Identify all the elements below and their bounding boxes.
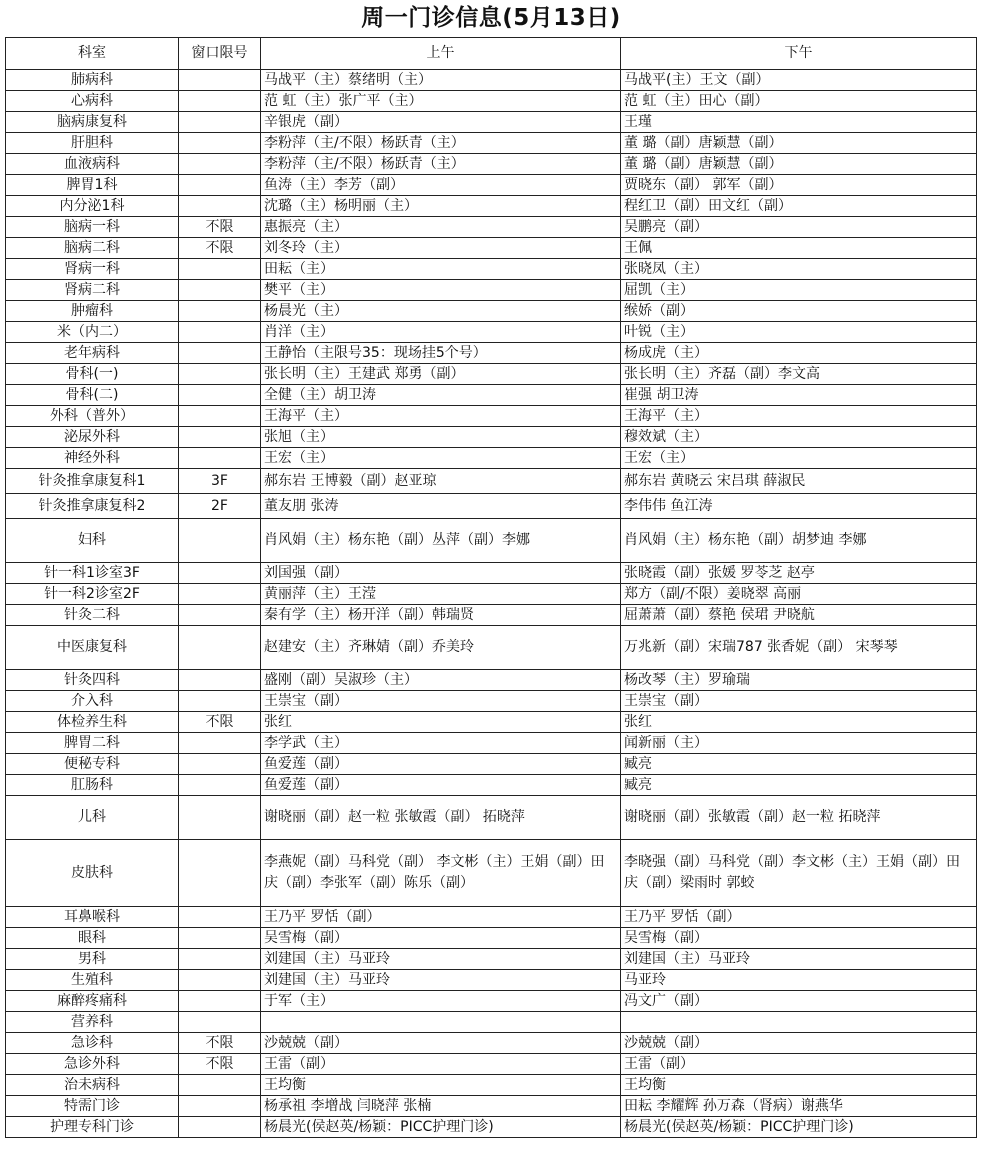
am-cell: 郝东岩 王博毅（副）赵亚琼 bbox=[261, 469, 621, 494]
am-cell: 吴雪梅（副） bbox=[261, 928, 621, 949]
limit-cell bbox=[179, 584, 261, 605]
am-cell: 肖风娟（主）杨东艳（副）丛萍（副）李娜 bbox=[261, 519, 621, 563]
header-row bbox=[6, 38, 977, 70]
pm-cell: 郝东岩 黄晓云 宋吕琪 薛淑民 bbox=[621, 469, 977, 494]
am-cell bbox=[261, 1012, 621, 1033]
pm-cell: 臧亮 bbox=[621, 754, 977, 775]
am-cell: 肖洋（主） bbox=[261, 322, 621, 343]
am-cell: 王静怡（主限号35：现场挂5个号） bbox=[261, 343, 621, 364]
dept-cell: 骨科(二) bbox=[6, 385, 179, 406]
pm-cell: 王雷（副） bbox=[621, 1054, 977, 1075]
limit-cell bbox=[179, 563, 261, 584]
am-cell: 王宏（主） bbox=[261, 448, 621, 469]
pm-cell: 董 璐（副）唐颖慧（副） bbox=[621, 154, 977, 175]
pm-cell: 崔强 胡卫涛 bbox=[621, 385, 977, 406]
table-row bbox=[6, 364, 977, 385]
limit-cell bbox=[179, 70, 261, 91]
dept-cell: 急诊科 bbox=[6, 1033, 179, 1054]
limit-cell: 不限 bbox=[179, 712, 261, 733]
limit-cell bbox=[179, 175, 261, 196]
pm-cell: 王瑾 bbox=[621, 112, 977, 133]
dept-cell: 骨科(一) bbox=[6, 364, 179, 385]
pm-cell: 王崇宝（副） bbox=[621, 691, 977, 712]
limit-cell bbox=[179, 1075, 261, 1096]
am-cell: 董友朋 张涛 bbox=[261, 494, 621, 519]
limit-cell bbox=[179, 991, 261, 1012]
table-row bbox=[6, 494, 977, 519]
dept-cell: 妇科 bbox=[6, 519, 179, 563]
table-row bbox=[6, 907, 977, 928]
limit-cell: 不限 bbox=[179, 238, 261, 259]
dept-cell: 针灸四科 bbox=[6, 670, 179, 691]
table-row bbox=[6, 1117, 977, 1138]
table-row bbox=[6, 691, 977, 712]
limit-cell bbox=[179, 733, 261, 754]
table-row bbox=[6, 217, 977, 238]
table-row bbox=[6, 605, 977, 626]
pm-cell: 郑方（副/不限）姜晓翠 高丽 bbox=[621, 584, 977, 605]
table-row bbox=[6, 448, 977, 469]
table-row bbox=[6, 796, 977, 840]
table-row bbox=[6, 1033, 977, 1054]
limit-cell bbox=[179, 840, 261, 907]
am-cell: 沙兢兢（副） bbox=[261, 1033, 621, 1054]
table-row bbox=[6, 343, 977, 364]
table-row bbox=[6, 259, 977, 280]
limit-cell bbox=[179, 364, 261, 385]
dept-cell: 体检养生科 bbox=[6, 712, 179, 733]
limit-cell bbox=[179, 1117, 261, 1138]
pm-cell: 马亚玲 bbox=[621, 970, 977, 991]
dept-cell: 皮肤科 bbox=[6, 840, 179, 907]
pm-cell: 田耘 李耀辉 孙万森（肾病）谢燕华 bbox=[621, 1096, 977, 1117]
am-cell: 王雷（副） bbox=[261, 1054, 621, 1075]
table-row bbox=[6, 427, 977, 448]
limit-cell bbox=[179, 605, 261, 626]
table-row bbox=[6, 469, 977, 494]
dept-cell: 中医康复科 bbox=[6, 626, 179, 670]
pm-cell: 张长明（主）齐磊（副）李文高 bbox=[621, 364, 977, 385]
pm-cell: 杨成虎（主） bbox=[621, 343, 977, 364]
am-cell: 刘冬玲（主） bbox=[261, 238, 621, 259]
limit-cell bbox=[179, 796, 261, 840]
am-cell: 刘国强（副） bbox=[261, 563, 621, 584]
table-row bbox=[6, 280, 977, 301]
header-pm: 下午 bbox=[621, 38, 977, 70]
pm-cell: 贾晓东（副） 郭军（副） bbox=[621, 175, 977, 196]
am-cell: 惠振亮（主） bbox=[261, 217, 621, 238]
limit-cell bbox=[179, 970, 261, 991]
table-row bbox=[6, 112, 977, 133]
table-row bbox=[6, 91, 977, 112]
dept-cell: 耳鼻喉科 bbox=[6, 907, 179, 928]
table-row bbox=[6, 301, 977, 322]
am-cell: 杨晨光（主） bbox=[261, 301, 621, 322]
limit-cell bbox=[179, 754, 261, 775]
dept-cell: 肝胆科 bbox=[6, 133, 179, 154]
table-row bbox=[6, 385, 977, 406]
table-row bbox=[6, 775, 977, 796]
limit-cell: 不限 bbox=[179, 217, 261, 238]
dept-cell: 急诊外科 bbox=[6, 1054, 179, 1075]
am-cell: 李粉萍（主/不限）杨跃青（主） bbox=[261, 154, 621, 175]
pm-cell: 万兆新（副）宋瑞787 张香妮（副） 宋琴琴 bbox=[621, 626, 977, 670]
dept-cell: 肛肠科 bbox=[6, 775, 179, 796]
dept-cell: 治未病科 bbox=[6, 1075, 179, 1096]
am-cell: 李学武（主） bbox=[261, 733, 621, 754]
pm-cell: 臧亮 bbox=[621, 775, 977, 796]
page-title: 周一门诊信息(5月13日) bbox=[361, 5, 621, 31]
limit-cell bbox=[179, 301, 261, 322]
pm-cell: 李晓强（副）马科党（副）李文彬（主）王娟（副）田庆（副）梁雨时 郭蛟 bbox=[621, 840, 977, 907]
am-cell: 谢晓丽（副）赵一粒 张敏霞（副） 拓晓萍 bbox=[261, 796, 621, 840]
limit-cell bbox=[179, 448, 261, 469]
am-cell: 赵建安（主）齐琳婧（副）乔美玲 bbox=[261, 626, 621, 670]
am-cell: 王乃平 罗恬（副） bbox=[261, 907, 621, 928]
limit-cell bbox=[179, 691, 261, 712]
table-row bbox=[6, 154, 977, 175]
limit-cell bbox=[179, 427, 261, 448]
table-row bbox=[6, 928, 977, 949]
am-cell: 王海平（主） bbox=[261, 406, 621, 427]
limit-cell bbox=[179, 112, 261, 133]
pm-cell: 穆效斌（主） bbox=[621, 427, 977, 448]
pm-cell: 李伟伟 鱼江涛 bbox=[621, 494, 977, 519]
pm-cell: 叶锐（主） bbox=[621, 322, 977, 343]
table-row bbox=[6, 991, 977, 1012]
limit-cell bbox=[179, 322, 261, 343]
limit-cell bbox=[179, 670, 261, 691]
dept-cell: 针灸推拿康复科1 bbox=[6, 469, 179, 494]
schedule-table bbox=[5, 37, 977, 1138]
table-row bbox=[6, 196, 977, 217]
am-cell: 范 虹（主）张广平（主） bbox=[261, 91, 621, 112]
dept-cell: 肾病二科 bbox=[6, 280, 179, 301]
dept-cell: 儿科 bbox=[6, 796, 179, 840]
table-row bbox=[6, 322, 977, 343]
dept-cell: 麻醉疼痛科 bbox=[6, 991, 179, 1012]
pm-cell: 屈萧萧（副）蔡艳 侯珺 尹晓航 bbox=[621, 605, 977, 626]
dept-cell: 针灸推拿康复科2 bbox=[6, 494, 179, 519]
pm-cell: 王宏（主） bbox=[621, 448, 977, 469]
am-cell: 黄丽萍（主）王滢 bbox=[261, 584, 621, 605]
am-cell: 马战平（主）蔡绪明（主） bbox=[261, 70, 621, 91]
am-cell: 李粉萍（主/不限）杨跃青（主） bbox=[261, 133, 621, 154]
limit-cell bbox=[179, 91, 261, 112]
pm-cell bbox=[621, 1012, 977, 1033]
dept-cell: 泌尿外科 bbox=[6, 427, 179, 448]
am-cell: 杨晨光(侯赵英/杨颖：PICC护理门诊) bbox=[261, 1117, 621, 1138]
pm-cell: 王海平（主） bbox=[621, 406, 977, 427]
dept-cell: 护理专科门诊 bbox=[6, 1117, 179, 1138]
pm-cell: 冯文广（副） bbox=[621, 991, 977, 1012]
am-cell: 鱼爱莲（副） bbox=[261, 754, 621, 775]
limit-cell bbox=[179, 385, 261, 406]
table-row bbox=[6, 70, 977, 91]
pm-cell: 谢晓丽（副）张敏霞（副）赵一粒 拓晓萍 bbox=[621, 796, 977, 840]
dept-cell: 肾病一科 bbox=[6, 259, 179, 280]
am-cell: 刘建国（主）马亚玲 bbox=[261, 949, 621, 970]
table-row bbox=[6, 133, 977, 154]
table-row bbox=[6, 712, 977, 733]
pm-cell: 程红卫（副）田文红（副） bbox=[621, 196, 977, 217]
table-row bbox=[6, 1012, 977, 1033]
am-cell: 盛刚（副）吴淑珍（主） bbox=[261, 670, 621, 691]
am-cell: 刘建国（主）马亚玲 bbox=[261, 970, 621, 991]
limit-cell bbox=[179, 1012, 261, 1033]
dept-cell: 生殖科 bbox=[6, 970, 179, 991]
pm-cell: 王均衡 bbox=[621, 1075, 977, 1096]
am-cell: 秦有学（主）杨开洋（副）韩瑞贤 bbox=[261, 605, 621, 626]
am-cell: 沈璐（主）杨明丽（主） bbox=[261, 196, 621, 217]
pm-cell: 缑娇（副） bbox=[621, 301, 977, 322]
am-cell: 王崇宝（副） bbox=[261, 691, 621, 712]
am-cell: 杨承祖 李增战 闫晓萍 张楠 bbox=[261, 1096, 621, 1117]
table-row bbox=[6, 970, 977, 991]
table-row bbox=[6, 563, 977, 584]
pm-cell: 屈凯（主） bbox=[621, 280, 977, 301]
pm-cell: 吴雪梅（副） bbox=[621, 928, 977, 949]
table-row bbox=[6, 1075, 977, 1096]
dept-cell: 特需门诊 bbox=[6, 1096, 179, 1117]
limit-cell bbox=[179, 154, 261, 175]
am-cell: 李燕妮（副）马科党（副） 李文彬（主）王娟（副）田庆（副）李张军（副）陈乐（副） bbox=[261, 840, 621, 907]
header-dept: 科室 bbox=[6, 38, 179, 70]
dept-cell: 老年病科 bbox=[6, 343, 179, 364]
limit-cell: 不限 bbox=[179, 1033, 261, 1054]
pm-cell: 王乃平 罗恬（副） bbox=[621, 907, 977, 928]
table-row bbox=[6, 1096, 977, 1117]
dept-cell: 脑病康复科 bbox=[6, 112, 179, 133]
table-row bbox=[6, 754, 977, 775]
dept-cell: 脾胃二科 bbox=[6, 733, 179, 754]
pm-cell: 王佩 bbox=[621, 238, 977, 259]
pm-cell: 董 璐（副）唐颖慧（副） bbox=[621, 133, 977, 154]
am-cell: 全健（主）胡卫涛 bbox=[261, 385, 621, 406]
table-row bbox=[6, 175, 977, 196]
pm-cell: 张晓霞（副）张媛 罗苓芝 赵亭 bbox=[621, 563, 977, 584]
table-row bbox=[6, 670, 977, 691]
table-row bbox=[6, 1054, 977, 1075]
dept-cell: 神经外科 bbox=[6, 448, 179, 469]
am-cell: 鱼爱莲（副） bbox=[261, 775, 621, 796]
table-row bbox=[6, 406, 977, 427]
table-row bbox=[6, 840, 977, 907]
pm-cell: 张红 bbox=[621, 712, 977, 733]
header-am: 上午 bbox=[261, 38, 621, 70]
dept-cell: 营养科 bbox=[6, 1012, 179, 1033]
limit-cell: 2F bbox=[179, 494, 261, 519]
am-cell: 于军（主） bbox=[261, 991, 621, 1012]
limit-cell: 不限 bbox=[179, 1054, 261, 1075]
dept-cell: 针一科1诊室3F bbox=[6, 563, 179, 584]
am-cell: 鱼涛（主）李芳（副） bbox=[261, 175, 621, 196]
table-row bbox=[6, 733, 977, 754]
am-cell: 张红 bbox=[261, 712, 621, 733]
dept-cell: 针一科2诊室2F bbox=[6, 584, 179, 605]
pm-cell: 杨改琴（主）罗瑜瑞 bbox=[621, 670, 977, 691]
limit-cell bbox=[179, 343, 261, 364]
pm-cell: 范 虹（主）田心（副） bbox=[621, 91, 977, 112]
am-cell: 樊平（主） bbox=[261, 280, 621, 301]
table-row bbox=[6, 584, 977, 605]
dept-cell: 外科（普外） bbox=[6, 406, 179, 427]
pm-cell: 刘建国（主）马亚玲 bbox=[621, 949, 977, 970]
limit-cell bbox=[179, 1096, 261, 1117]
dept-cell: 针灸二科 bbox=[6, 605, 179, 626]
pm-cell: 闻新丽（主） bbox=[621, 733, 977, 754]
pm-cell: 沙兢兢（副） bbox=[621, 1033, 977, 1054]
am-cell: 王均衡 bbox=[261, 1075, 621, 1096]
limit-cell bbox=[179, 280, 261, 301]
am-cell: 张旭（主） bbox=[261, 427, 621, 448]
limit-cell bbox=[179, 519, 261, 563]
dept-cell: 心病科 bbox=[6, 91, 179, 112]
limit-cell bbox=[179, 259, 261, 280]
dept-cell: 眼科 bbox=[6, 928, 179, 949]
limit-cell bbox=[179, 196, 261, 217]
limit-cell bbox=[179, 133, 261, 154]
pm-cell: 马战平(主）王文（副） bbox=[621, 70, 977, 91]
dept-cell: 内分泌1科 bbox=[6, 196, 179, 217]
dept-cell: 男科 bbox=[6, 949, 179, 970]
header-limit: 窗口限号 bbox=[179, 38, 261, 70]
dept-cell: 肺病科 bbox=[6, 70, 179, 91]
limit-cell bbox=[179, 949, 261, 970]
limit-cell bbox=[179, 907, 261, 928]
table-row bbox=[6, 626, 977, 670]
dept-cell: 肿瘤科 bbox=[6, 301, 179, 322]
dept-cell: 介入科 bbox=[6, 691, 179, 712]
am-cell: 辛银虎（副） bbox=[261, 112, 621, 133]
pm-cell: 杨晨光(侯赵英/杨颖：PICC护理门诊) bbox=[621, 1117, 977, 1138]
table-row bbox=[6, 519, 977, 563]
dept-cell: 米（内二） bbox=[6, 322, 179, 343]
table-row bbox=[6, 238, 977, 259]
dept-cell: 血液病科 bbox=[6, 154, 179, 175]
limit-cell bbox=[179, 626, 261, 670]
dept-cell: 脾胃1科 bbox=[6, 175, 179, 196]
am-cell: 田耘（主） bbox=[261, 259, 621, 280]
dept-cell: 便秘专科 bbox=[6, 754, 179, 775]
pm-cell: 吴鹏亮（副） bbox=[621, 217, 977, 238]
limit-cell: 3F bbox=[179, 469, 261, 494]
table-row bbox=[6, 949, 977, 970]
pm-cell: 张晓凤（主） bbox=[621, 259, 977, 280]
limit-cell bbox=[179, 406, 261, 427]
am-cell: 张长明（主）王建武 郑勇（副） bbox=[261, 364, 621, 385]
pm-cell: 肖风娟（主）杨东艳（副）胡梦迪 李娜 bbox=[621, 519, 977, 563]
limit-cell bbox=[179, 775, 261, 796]
limit-cell bbox=[179, 928, 261, 949]
dept-cell: 脑病二科 bbox=[6, 238, 179, 259]
dept-cell: 脑病一科 bbox=[6, 217, 179, 238]
